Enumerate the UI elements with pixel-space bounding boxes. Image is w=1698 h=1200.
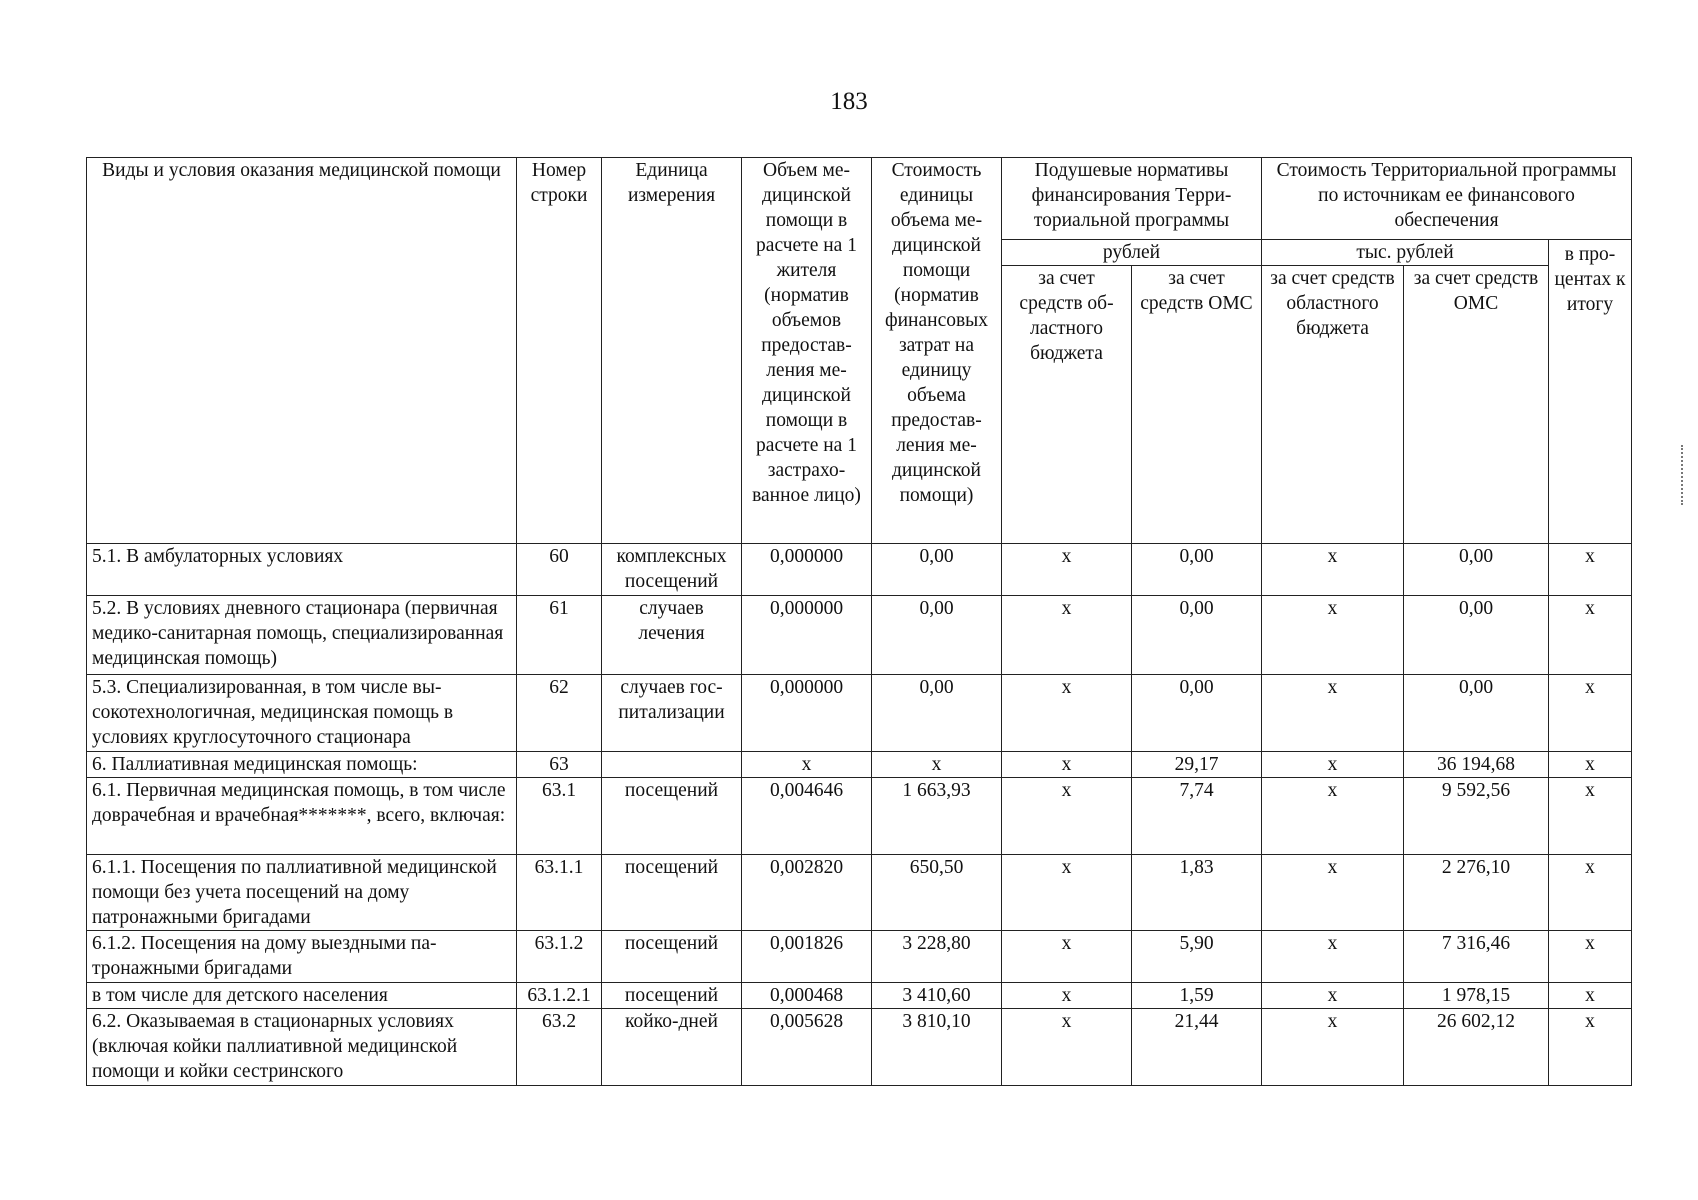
table-row [87, 752, 1632, 778]
row-volume: 0,001826 [742, 931, 872, 983]
row-cost: 3 410,60 [872, 983, 1002, 1009]
row-total-budget: х [1262, 855, 1404, 931]
row-unit: посещений [602, 931, 742, 983]
row-volume: 0,000000 [742, 596, 872, 675]
row-per-capita-budget: х [1002, 675, 1132, 752]
row-total-budget: х [1262, 544, 1404, 596]
row-total-budget: х [1262, 1009, 1404, 1086]
row-total-budget: х [1262, 778, 1404, 855]
row-unit: койко-дней [602, 1009, 742, 1086]
row-percent: х [1549, 855, 1632, 931]
row-cost: х [872, 752, 1002, 778]
row-percent: х [1549, 931, 1632, 983]
row-number: 60 [517, 544, 602, 596]
row-per-capita-oms: 5,90 [1132, 931, 1262, 983]
row-number: 62 [517, 675, 602, 752]
row-per-capita-budget: х [1002, 855, 1132, 931]
row-percent: х [1549, 983, 1632, 1009]
row-number: 63.1.2.1 [517, 983, 602, 1009]
table-row [87, 544, 1632, 596]
row-name: 6.2. Оказываемая в стационарных условиях (включая койки паллиативной медицинской помощи и койки сестринского [87, 1009, 517, 1086]
row-per-capita-oms: 1,83 [1132, 855, 1262, 931]
row-cost: 3 810,10 [872, 1009, 1002, 1086]
header-row-number: Номер строки [517, 158, 602, 544]
row-volume: 0,002820 [742, 855, 872, 931]
row-volume: 0,000000 [742, 544, 872, 596]
row-per-capita-budget: х [1002, 778, 1132, 855]
row-number: 63 [517, 752, 602, 778]
row-cost: 1 663,93 [872, 778, 1002, 855]
header-type: Виды и условия оказания медицинской помощи [87, 158, 517, 544]
header-cost: Стоимость единицы объема медицинской помощи (норматив финансовых затрат на единицу объема предоставления медицинской помощи) [872, 158, 1002, 544]
row-cost: 3 228,80 [872, 931, 1002, 983]
row-per-capita-oms: 29,17 [1132, 752, 1262, 778]
table-row [87, 596, 1632, 675]
row-volume: 0,000000 [742, 675, 872, 752]
row-unit: посещений [602, 855, 742, 931]
header-unit: Единица измерения [602, 158, 742, 544]
table-row [87, 931, 1632, 983]
row-volume: х [742, 752, 872, 778]
row-number: 63.2 [517, 1009, 602, 1086]
financing-table [86, 157, 1632, 1086]
header-per-capita-group: Подушевые нормативы финансирования Территориальной программы [1002, 158, 1262, 240]
row-per-capita-oms: 0,00 [1132, 596, 1262, 675]
row-percent: х [1549, 596, 1632, 675]
row-total-budget: х [1262, 675, 1404, 752]
row-unit [602, 752, 742, 778]
header-program-cost-group: Стоимость Территориальной программы по источникам ее финансового обеспечения [1262, 158, 1632, 240]
row-per-capita-budget: х [1002, 931, 1132, 983]
scan-margin-marks [1681, 445, 1686, 505]
row-percent: х [1549, 1009, 1632, 1086]
row-name: 5.2. В условиях дневного стационара (первичная медико-санитарная помощь, специализированная медицинская помощь) [87, 596, 517, 675]
row-total-budget: х [1262, 596, 1404, 675]
row-name: 6.1. Первичная медицинская помощь, в том числе доврачебная и врачебная*******, всего, включая: [87, 778, 517, 855]
row-number: 63.1.2 [517, 931, 602, 983]
header-percent: в процентах к итогу [1549, 240, 1632, 544]
row-cost: 0,00 [872, 675, 1002, 752]
row-unit: случаев лечения [602, 596, 742, 675]
row-per-capita-oms: 21,44 [1132, 1009, 1262, 1086]
row-name: 6.1.2. Посещения на дому выездными патронажными бригадами [87, 931, 517, 983]
row-per-capita-budget: х [1002, 596, 1132, 675]
row-name: в том числе для детского населения [87, 983, 517, 1009]
row-total-oms: 26 602,12 [1404, 1009, 1549, 1086]
header-total-oms: за счет средств ОМС [1404, 266, 1549, 544]
row-cost: 0,00 [872, 596, 1002, 675]
row-total-oms: 1 978,15 [1404, 983, 1549, 1009]
row-number: 63.1 [517, 778, 602, 855]
row-per-capita-budget: х [1002, 1009, 1132, 1086]
row-per-capita-oms: 0,00 [1132, 544, 1262, 596]
header-volume: Объем медицинской помощи в расчете на 1 жителя (норматив объемов предоставления медицинской помощи в расчете на 1 застрахованное лицо) [742, 158, 872, 544]
row-percent: х [1549, 675, 1632, 752]
table-row [87, 855, 1632, 931]
row-total-oms: 2 276,10 [1404, 855, 1549, 931]
row-volume: 0,005628 [742, 1009, 872, 1086]
row-number: 63.1.1 [517, 855, 602, 931]
row-per-capita-oms: 7,74 [1132, 778, 1262, 855]
page-number: 183 [830, 88, 868, 115]
row-unit: посещений [602, 983, 742, 1009]
header-per-capita-oms: за счет средств ОМС [1132, 266, 1262, 544]
row-number: 61 [517, 596, 602, 675]
row-percent: х [1549, 544, 1632, 596]
header-per-capita-budget: за счет средств областного бюджета [1002, 266, 1132, 544]
row-name: 6.1.1. Посещения по паллиативной медицинской помощи без учета посещений на дому патронажными бригадами [87, 855, 517, 931]
row-percent: х [1549, 752, 1632, 778]
row-cost: 650,50 [872, 855, 1002, 931]
row-total-oms: 7 316,46 [1404, 931, 1549, 983]
table-row [87, 983, 1632, 1009]
row-unit: случаев госпитализации [602, 675, 742, 752]
row-unit: комплексных посещений [602, 544, 742, 596]
row-total-oms: 36 194,68 [1404, 752, 1549, 778]
row-total-oms: 0,00 [1404, 596, 1549, 675]
table-row [87, 778, 1632, 855]
row-total-oms: 0,00 [1404, 544, 1549, 596]
row-per-capita-budget: х [1002, 752, 1132, 778]
header-total-budget: за счет средств областного бюджета [1262, 266, 1404, 544]
row-per-capita-oms: 1,59 [1132, 983, 1262, 1009]
row-per-capita-budget: х [1002, 983, 1132, 1009]
row-percent: х [1549, 778, 1632, 855]
row-name: 5.3. Специализированная, в том числе высокотехнологичная, медицинская помощь в условиях круглосуточного стационара [87, 675, 517, 752]
row-unit: посещений [602, 778, 742, 855]
row-total-budget: х [1262, 752, 1404, 778]
header-unit-thousand-rubles: тыс. рублей [1262, 240, 1549, 266]
row-cost: 0,00 [872, 544, 1002, 596]
header-unit-rubles: рублей [1002, 240, 1262, 266]
row-name: 5.1. В амбулаторных условиях [87, 544, 517, 596]
row-name: 6. Паллиативная медицинская помощь: [87, 752, 517, 778]
table-row [87, 675, 1632, 752]
row-volume: 0,000468 [742, 983, 872, 1009]
row-total-budget: х [1262, 931, 1404, 983]
row-volume: 0,004646 [742, 778, 872, 855]
row-total-budget: х [1262, 983, 1404, 1009]
row-total-oms: 9 592,56 [1404, 778, 1549, 855]
table-row [87, 1009, 1632, 1086]
row-total-oms: 0,00 [1404, 675, 1549, 752]
row-per-capita-budget: х [1002, 544, 1132, 596]
row-per-capita-oms: 0,00 [1132, 675, 1262, 752]
